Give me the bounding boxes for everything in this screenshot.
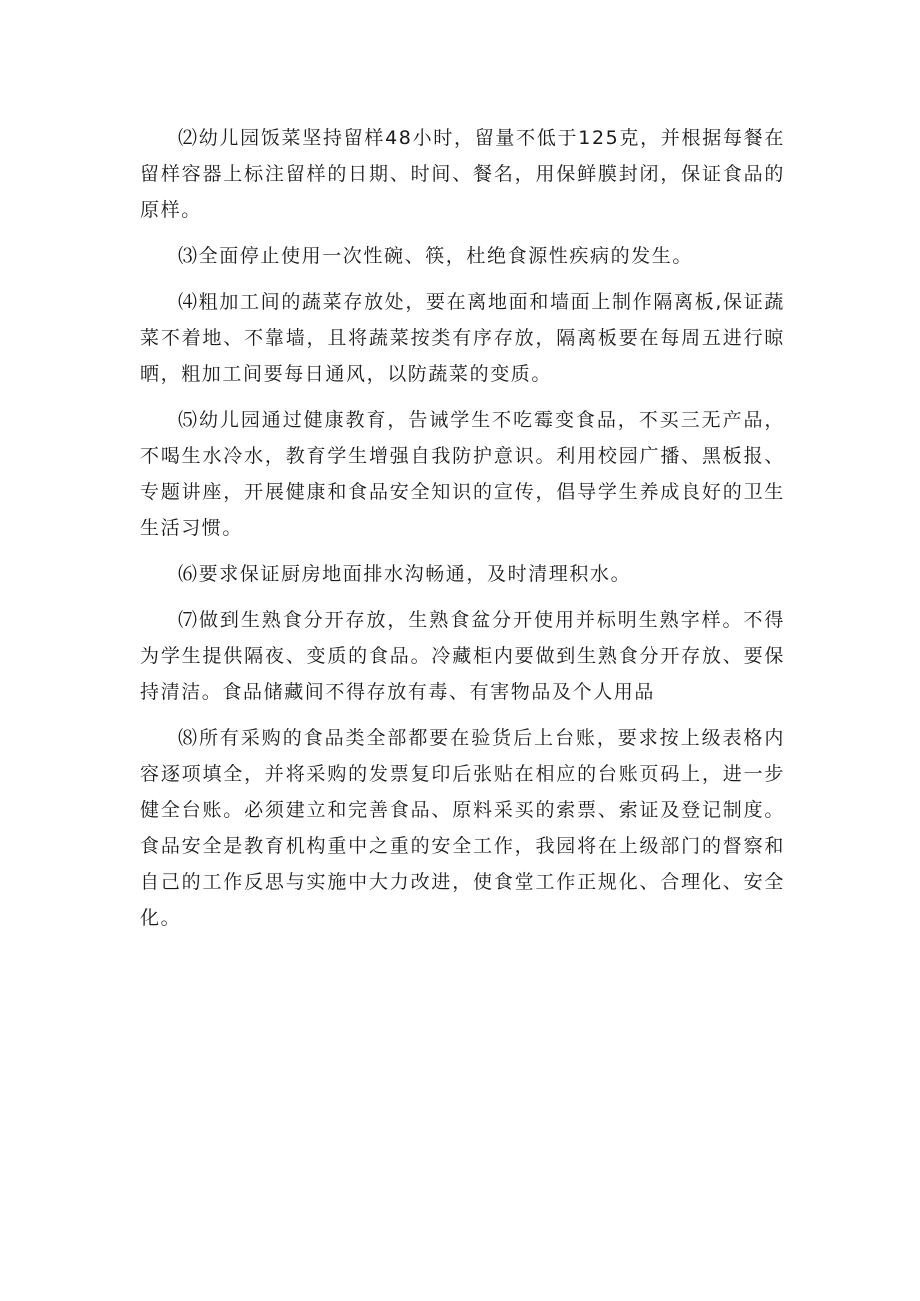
- paragraph-item-4: ⑷粗加工间的蔬菜存放处，要在离地面和墙面上制作隔离板,保证蔬菜不着地、不靠墙，且将蔬菜按类有序存放，隔离板要在每周五进行晾晒，粗加工间要每日通风，以防蔬菜的变质。: [140, 291, 785, 385]
- paragraph-item-6: ⑹要求保证厨房地面排水沟畅通，及时清理积水。: [178, 563, 632, 585]
- paragraph-item-7: ⑺做到生熟食分开存放，生熟食盆分开使用并标明生熟字样。不得为学生提供隔夜、变质的食品。冷藏柜内要做到生熟食分开存放、要保持清洁。食品储藏间不得存放有毒、有害物品及个人用品: [140, 609, 785, 703]
- paragraph-item-3: ⑶全面停止使用一次性碗、筷，杜绝食源性疾病的发生。: [178, 245, 694, 267]
- document-body: [140, 120, 785, 946]
- paragraph-item-2: ⑵幼儿园饭菜坚持留样48小时，留量不低于125克，并根据每餐在留样容器上标注留样的日期、时间、餐名，用保鲜膜封闭，保证食品的原样。: [140, 127, 785, 221]
- paragraph-item-8: ⑻所有采购的食品类全部都要在验货后上台账，要求按上级表格内容逐项填全，并将采购的发票复印后张贴在相应的台账页码上，进一步健全台账。必须建立和完善食品、原料采买的索票、索证及登记制度。食品安全是教育机构重中之重的安全工作，我园将在上级部门的督察和自己的工作反思与实施中大力改进，使食堂工作正规化、合理化、安全化。: [140, 727, 785, 929]
- paragraph-item-5: ⑸幼儿园通过健康教育，告诫学生不吃霉变食品，不买三无产品，不喝生水冷水，教育学生增强自我防护意识。利用校园广播、黑板报、专题讲座，开展健康和食品安全知识的宣传，倡导学生养成良好的卫生生活习惯。: [140, 409, 785, 539]
